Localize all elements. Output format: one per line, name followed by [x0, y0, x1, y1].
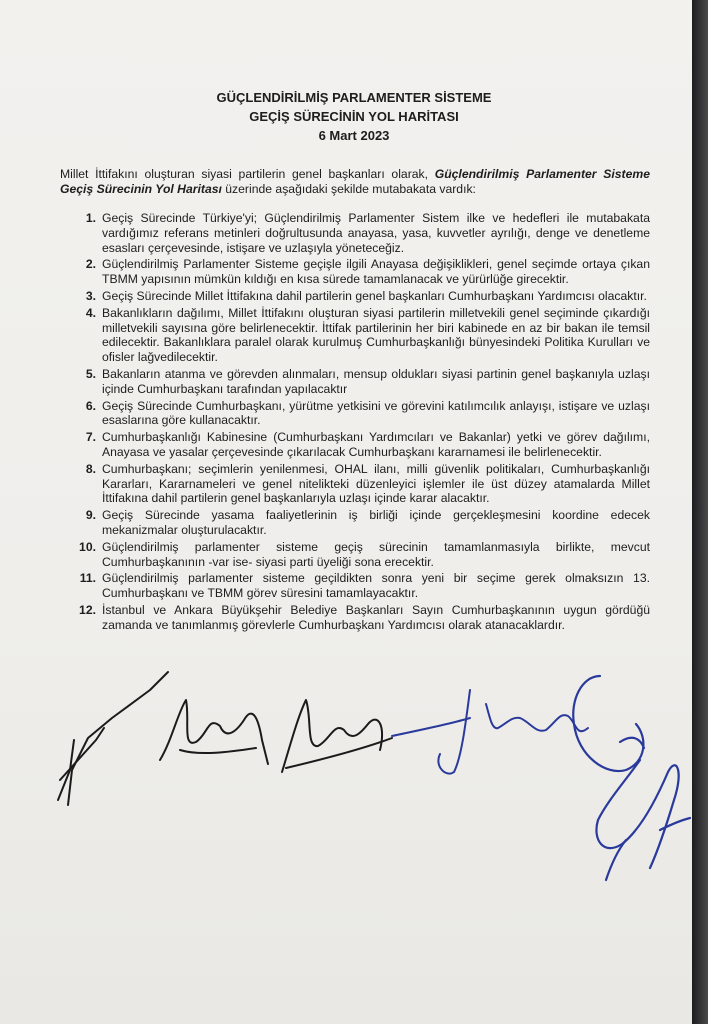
list-item [68, 399, 650, 429]
item-text: Geçiş Sürecinde Millet İttifakına dahil partilerin genel başkanları Cumhurbaşkanı Yardımcısı olacaktır. [102, 288, 647, 303]
item-text: Cumhurbaşkanlığı Kabinesine (Cumhurbaşkanı Yardımcıları ve Bakanlar) yetki ve görev dağılımı, Anayasa ve yasalar çerçevesinde çıkarılacak Cumhurbaşkanı kararnamesi ile belirlenecektir. [102, 430, 650, 459]
list-item [68, 540, 650, 570]
item-text: Bakanlıkların dağılımı, Millet İttifakını oluşturan siyasi partilerin milletvekili genel seçiminde çıkardığı milletvekili sayısına göre belirlenecektir. İttifak partilerinin her biri kabinede en az bir bakan ile temsil edilecektir. Bakanlıklara paralel olarak kurulmuş Cumhurbaşkanlığı bünyesindeki Politika Kurulları ve ofisler lağvedilecektir. [102, 305, 650, 365]
item-number: 9. [85, 508, 96, 523]
item-text: Geçiş Sürecinde Türkiye'yi; Güçlendirilmiş Parlamenter Sistem ilke ve hedefleri ile mutabakata vardığımız referans metinleri doğrultusunda anayasa, yasa, kuvvetler ayrılığı, denge ve denetleme esasları çerçevesinde, istişare ve uzlaşıyla yöneteceğiz. [102, 211, 650, 255]
list-item [68, 289, 650, 304]
list-item [68, 603, 650, 633]
item-number: 11. [79, 571, 96, 586]
item-number: 3. [85, 288, 96, 303]
list-item [68, 571, 650, 601]
list-item [68, 257, 650, 287]
item-number: 5. [85, 366, 96, 381]
title-line-1: GÜÇLENDİRİLMİŞ PARLAMENTER SİSTEME [216, 90, 492, 105]
page-edge-shadow [692, 0, 708, 1024]
list-item [68, 508, 650, 538]
intro-before: Millet İttifakını oluşturan siyasi partilerin genel başkanları olarak, [60, 167, 435, 181]
item-text: Geçiş Sürecinde yasama faaliyetlerinin iş birliği içinde gerçekleşmesini koordine edecek mekanizmalar oluşturulacaktır. [102, 508, 650, 537]
intro-emphasis: Güçlendirilmiş Parlamenter Sisteme Geçiş Sürecinin Yol Haritası [60, 167, 650, 196]
document-date: 6 Mart 2023 [318, 128, 390, 143]
item-number: 4. [85, 305, 96, 320]
item-number: 7. [85, 430, 96, 445]
list-item [68, 430, 650, 460]
list-item [68, 211, 650, 255]
title-line-2: GEÇİŞ SÜRECİNİN YOL HARİTASI [249, 109, 459, 124]
item-text: Bakanların atanma ve görevden alınmaları, mensup oldukları siyasi partinin genel başkanıyla uzlaşı içinde Cumhurbaşkanı tarafından yapılacaktır [102, 366, 650, 396]
intro-after: üzerinde aşağıdaki şekilde mutabakata vardık: [221, 182, 476, 196]
document-header [0, 88, 708, 145]
item-number: 6. [85, 398, 96, 413]
agreement-list [68, 211, 650, 635]
item-text: Güçlendirilmiş Parlamenter Sisteme geçişle ilgili Anayasa değişiklikleri, genel seçimde ortaya çıkan TBMM yapısının mümkün kıldığı en kısa sürede tamamlanacak ve yürürlüğe girecektir. [102, 257, 650, 287]
item-number: 8. [85, 461, 96, 476]
list-item [68, 306, 650, 365]
item-text: İstanbul ve Ankara Büyükşehir Belediye Başkanları Sayın Cumhurbaşkanının uygun gördüğü zamanda ve tanımlanmış görevlerle Cumhurbaşkanı Yardımcısı olarak atanacaklardır. [102, 602, 650, 632]
item-text: Geçiş Sürecinde Cumhurbaşkanı, yürütme yetkisini ve görevini katılımcılık anlayışı, istişare ve uzlaşı esaslarına göre kullanacaktır. [102, 398, 650, 428]
item-text: Cumhurbaşkanı; seçimlerin yenilenmesi, OHAL ilanı, milli güvenlik politikaları, Cumhurbaşkanlığı Kararları, Kararnameleri ve genel nitelikteki düzenleyici işlemler ile üst düzey atamalarda Millet İttifakına dahil partilerin genel başkanlarıyla uzlaşı içinde karar alacaktır. [102, 461, 650, 506]
intro-paragraph [60, 167, 650, 197]
item-number: 12. [79, 602, 96, 617]
item-number: 10. [79, 539, 96, 554]
item-number: 1. [85, 211, 96, 225]
item-text: Güçlendirilmiş parlamenter sisteme geçiş sürecinin tamamlanmasıyla birlikte, mevcut Cumhurbaşkanının -var ise- siyasi parti üyeliği sona erecektir. [102, 539, 650, 569]
item-number: 2. [85, 257, 96, 272]
list-item [68, 462, 650, 506]
item-text: Güçlendirilmiş parlamenter sisteme geçildikten sonra yeni bir seçime gerek olmaksızın 13. Cumhurbaşkanı ve TBMM görev süresini tamamlayacaktır. [102, 571, 650, 601]
list-item [68, 367, 650, 397]
